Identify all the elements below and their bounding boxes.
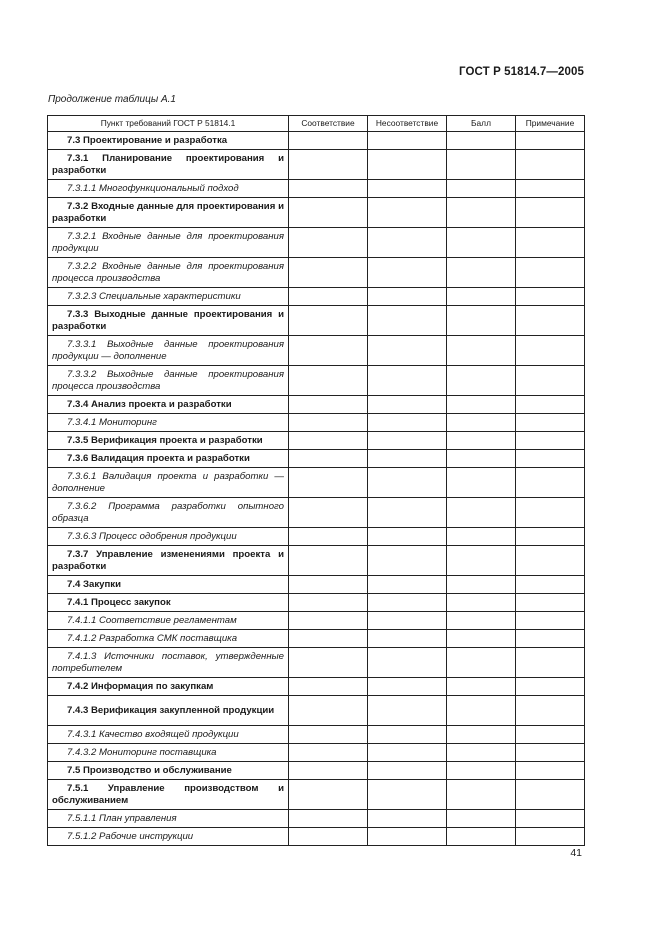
conformity-cell [289, 336, 368, 366]
nonconformity-cell [368, 780, 447, 810]
table-row [48, 696, 585, 726]
table-row [48, 780, 585, 810]
requirement-text: 7.4.3.1 Качество входящей продукции [67, 728, 239, 740]
nonconformity-cell [368, 198, 447, 228]
requirement-cell [48, 762, 289, 780]
note-cell [516, 366, 585, 396]
table-row [48, 726, 585, 744]
requirement-cell [48, 336, 289, 366]
score-cell [447, 630, 516, 648]
requirement-text: 7.3.3.2 Выходные данные проектирования процесса производства [52, 369, 284, 392]
conformity-cell [289, 150, 368, 180]
note-cell [516, 198, 585, 228]
score-cell [447, 150, 516, 180]
score-cell [447, 228, 516, 258]
note-cell [516, 468, 585, 498]
nonconformity-cell [368, 678, 447, 696]
score-cell [447, 468, 516, 498]
requirement-cell [48, 396, 289, 414]
column-header-conformity: Соответствие [289, 116, 368, 132]
table-row [48, 432, 585, 450]
nonconformity-cell [368, 762, 447, 780]
table-row [48, 648, 585, 678]
nonconformity-cell [368, 414, 447, 432]
page-number: 41 [570, 847, 582, 859]
table-row [48, 306, 585, 336]
conformity-cell [289, 180, 368, 198]
requirement-text: 7.3.4 Анализ проекта и разработки [67, 398, 232, 410]
column-header-score: Балл [447, 116, 516, 132]
note-cell [516, 498, 585, 528]
score-cell [447, 744, 516, 762]
score-cell [447, 678, 516, 696]
conformity-cell [289, 468, 368, 498]
conformity-cell [289, 498, 368, 528]
requirement-cell [48, 132, 289, 150]
nonconformity-cell [368, 696, 447, 726]
conformity-cell [289, 696, 368, 726]
table-row [48, 366, 585, 396]
conformity-cell [289, 258, 368, 288]
requirement-text: 7.3.6.3 Процесс одобрения продукции [67, 530, 237, 542]
requirement-cell [48, 432, 289, 450]
nonconformity-cell [368, 546, 447, 576]
requirement-text: 7.3.2 Входные данные для проектирования и разработки [52, 201, 284, 224]
requirement-cell [48, 546, 289, 576]
score-cell [447, 336, 516, 366]
nonconformity-cell [368, 306, 447, 336]
requirement-text: 7.4.1.3 Источники поставок, утвержденные потребителем [52, 651, 284, 674]
conformity-cell [289, 744, 368, 762]
requirement-cell [48, 810, 289, 828]
note-cell [516, 780, 585, 810]
score-cell [447, 132, 516, 150]
table-row [48, 630, 585, 648]
table-row [48, 228, 585, 258]
conformity-cell [289, 630, 368, 648]
table-row [48, 678, 585, 696]
requirement-cell [48, 780, 289, 810]
table-row [48, 576, 585, 594]
nonconformity-cell [368, 528, 447, 546]
conformity-cell [289, 810, 368, 828]
nonconformity-cell [368, 594, 447, 612]
requirement-text: 7.4.1.1 Соответствие регламентам [67, 614, 237, 626]
requirement-cell [48, 678, 289, 696]
note-cell [516, 576, 585, 594]
conformity-cell [289, 414, 368, 432]
requirement-cell [48, 576, 289, 594]
requirements-table [47, 115, 585, 846]
table-row [48, 180, 585, 198]
score-cell [447, 288, 516, 306]
requirement-text: 7.5.1.2 Рабочие инструкции [67, 830, 194, 842]
conformity-cell [289, 612, 368, 630]
requirement-cell [48, 744, 289, 762]
requirement-text: 7.4.3 Верификация закупленной продукции [67, 704, 275, 716]
requirement-text: 7.4.2 Информация по закупкам [67, 680, 214, 692]
note-cell [516, 450, 585, 468]
requirement-text: 7.3.6 Валидация проекта и разработки [67, 452, 250, 464]
conformity-cell [289, 726, 368, 744]
table-row [48, 744, 585, 762]
table-row [48, 828, 585, 846]
table-row [48, 762, 585, 780]
requirement-text: 7.3.1.1 Многофункциональный подход [67, 182, 239, 194]
note-cell [516, 306, 585, 336]
score-cell [447, 726, 516, 744]
nonconformity-cell [368, 132, 447, 150]
requirement-cell [48, 288, 289, 306]
score-cell [447, 696, 516, 726]
column-header-requirement: Пункт требований ГОСТ Р 51814.1 [48, 116, 289, 132]
requirement-cell [48, 726, 289, 744]
requirement-text: 7.4 Закупки [67, 578, 121, 590]
score-cell [447, 432, 516, 450]
conformity-cell [289, 450, 368, 468]
table-row [48, 528, 585, 546]
requirement-cell [48, 198, 289, 228]
requirement-text: 7.3.2.1 Входные данные для проектирования продукции [52, 231, 284, 254]
score-cell [447, 810, 516, 828]
requirement-text: 7.4.3.2 Мониторинг поставщика [67, 746, 217, 758]
note-cell [516, 810, 585, 828]
requirement-cell [48, 594, 289, 612]
nonconformity-cell [368, 576, 447, 594]
nonconformity-cell [368, 468, 447, 498]
requirement-text: 7.5 Производство и обслуживание [67, 764, 232, 776]
score-cell [447, 366, 516, 396]
column-header-note: Примечание [516, 116, 585, 132]
table-row [48, 396, 585, 414]
score-cell [447, 648, 516, 678]
document-header: ГОСТ Р 51814.7—2005 [459, 66, 584, 78]
table-header-row [48, 116, 585, 132]
requirement-text: 7.3.7 Управление изменениями проекта и разработки [52, 549, 284, 572]
requirement-text: 7.3.3.1 Выходные данные проектирования продукции — дополнение [52, 339, 284, 362]
table-row [48, 450, 585, 468]
requirement-cell [48, 414, 289, 432]
requirement-cell [48, 696, 289, 726]
score-cell [447, 762, 516, 780]
table-row [48, 258, 585, 288]
note-cell [516, 132, 585, 150]
requirement-cell [48, 648, 289, 678]
note-cell [516, 180, 585, 198]
note-cell [516, 648, 585, 678]
conformity-cell [289, 780, 368, 810]
nonconformity-cell [368, 396, 447, 414]
note-cell [516, 258, 585, 288]
nonconformity-cell [368, 450, 447, 468]
conformity-cell [289, 288, 368, 306]
nonconformity-cell [368, 828, 447, 846]
note-cell [516, 150, 585, 180]
score-cell [447, 258, 516, 288]
requirement-text: 7.4.1 Процесс закупок [67, 596, 171, 608]
note-cell [516, 228, 585, 258]
conformity-cell [289, 678, 368, 696]
requirement-text: 7.3.4.1 Мониторинг [67, 416, 157, 428]
nonconformity-cell [368, 228, 447, 258]
note-cell [516, 678, 585, 696]
score-cell [447, 414, 516, 432]
nonconformity-cell [368, 648, 447, 678]
requirement-text: 7.3.1 Планирование проектирования и разработки [52, 153, 284, 176]
requirement-text: 7.3.2.2 Входные данные для проектирования процесса производства [52, 261, 284, 284]
note-cell [516, 528, 585, 546]
note-cell [516, 762, 585, 780]
nonconformity-cell [368, 810, 447, 828]
table-row [48, 132, 585, 150]
requirement-text: 7.3 Проектирование и разработка [67, 134, 228, 146]
note-cell [516, 414, 585, 432]
note-cell [516, 696, 585, 726]
requirement-cell [48, 306, 289, 336]
conformity-cell [289, 594, 368, 612]
table-row [48, 546, 585, 576]
requirement-cell [48, 150, 289, 180]
requirement-text: 7.5.1 Управление производством и обслуживанием [52, 783, 284, 806]
requirement-cell [48, 180, 289, 198]
nonconformity-cell [368, 288, 447, 306]
requirement-cell [48, 228, 289, 258]
table-row [48, 498, 585, 528]
nonconformity-cell [368, 366, 447, 396]
nonconformity-cell [368, 498, 447, 528]
conformity-cell [289, 306, 368, 336]
score-cell [447, 612, 516, 630]
note-cell [516, 726, 585, 744]
conformity-cell [289, 396, 368, 414]
requirement-text: 7.5.1.1 План управления [67, 812, 177, 824]
conformity-cell [289, 828, 368, 846]
note-cell [516, 594, 585, 612]
nonconformity-cell [368, 432, 447, 450]
score-cell [447, 528, 516, 546]
nonconformity-cell [368, 630, 447, 648]
note-cell [516, 612, 585, 630]
requirement-cell [48, 630, 289, 648]
conformity-cell [289, 528, 368, 546]
nonconformity-cell [368, 258, 447, 288]
table-row [48, 612, 585, 630]
score-cell [447, 396, 516, 414]
note-cell [516, 828, 585, 846]
column-header-nonconformity: Несоответствие [368, 116, 447, 132]
nonconformity-cell [368, 336, 447, 366]
score-cell [447, 306, 516, 336]
conformity-cell [289, 132, 368, 150]
requirement-cell [48, 468, 289, 498]
score-cell [447, 828, 516, 846]
nonconformity-cell [368, 744, 447, 762]
score-cell [447, 576, 516, 594]
requirement-cell [48, 450, 289, 468]
score-cell [447, 180, 516, 198]
requirement-cell [48, 528, 289, 546]
conformity-cell [289, 366, 368, 396]
conformity-cell [289, 198, 368, 228]
score-cell [447, 498, 516, 528]
requirement-text: 7.3.6.2 Программа разработки опытного образца [52, 501, 284, 524]
table-row [48, 468, 585, 498]
note-cell [516, 396, 585, 414]
conformity-cell [289, 432, 368, 450]
table-row [48, 288, 585, 306]
nonconformity-cell [368, 726, 447, 744]
requirement-text: 7.3.6.1 Валидация проекта и разработки — дополнение [52, 471, 284, 494]
note-cell [516, 432, 585, 450]
requirement-cell [48, 498, 289, 528]
note-cell [516, 744, 585, 762]
table-body [48, 132, 585, 846]
score-cell [447, 780, 516, 810]
table-row [48, 594, 585, 612]
note-cell [516, 336, 585, 366]
requirement-text: 7.3.5 Верификация проекта и разработки [67, 434, 263, 446]
nonconformity-cell [368, 150, 447, 180]
requirement-cell [48, 258, 289, 288]
table-row [48, 810, 585, 828]
requirement-text: 7.3.3 Выходные данные проектирования и разработки [52, 309, 284, 332]
score-cell [447, 450, 516, 468]
nonconformity-cell [368, 612, 447, 630]
table-row [48, 150, 585, 180]
table-row [48, 198, 585, 228]
score-cell [447, 546, 516, 576]
note-cell [516, 288, 585, 306]
conformity-cell [289, 546, 368, 576]
nonconformity-cell [368, 180, 447, 198]
conformity-cell [289, 762, 368, 780]
requirement-text: 7.4.1.2 Разработка СМК поставщика [67, 632, 238, 644]
score-cell [447, 594, 516, 612]
requirement-text: 7.3.2.3 Специальные характеристики [67, 290, 241, 302]
conformity-cell [289, 648, 368, 678]
requirement-cell [48, 366, 289, 396]
conformity-cell [289, 576, 368, 594]
requirement-cell [48, 612, 289, 630]
note-cell [516, 630, 585, 648]
table-row [48, 336, 585, 366]
conformity-cell [289, 228, 368, 258]
table-continuation-caption: Продолжение таблицы А.1 [48, 94, 176, 105]
requirement-cell [48, 828, 289, 846]
score-cell [447, 198, 516, 228]
note-cell [516, 546, 585, 576]
table-row [48, 414, 585, 432]
